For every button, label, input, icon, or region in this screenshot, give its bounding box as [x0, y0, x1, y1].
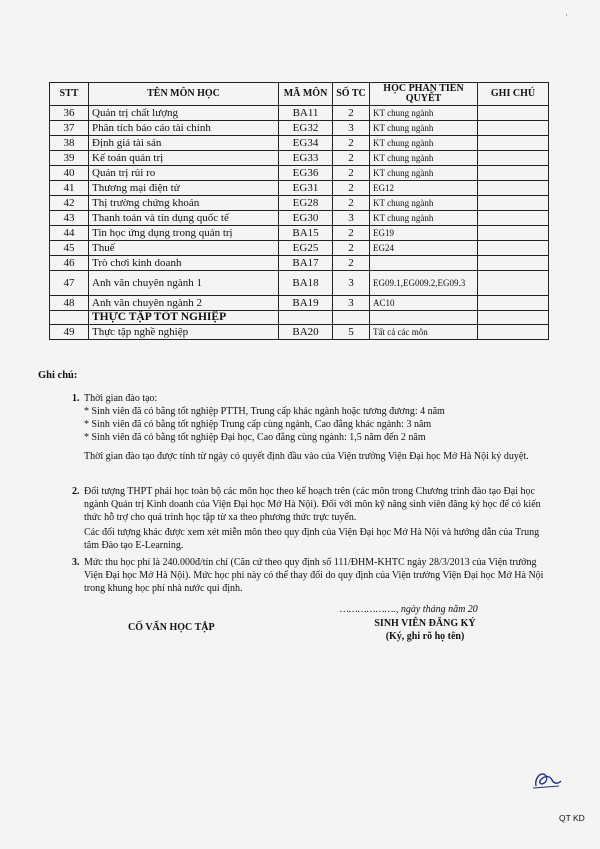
cell-stt: 39: [50, 151, 89, 166]
cell-credits: 3: [333, 211, 370, 226]
cell-credits: 2: [333, 166, 370, 181]
student-signature-hint: (Ký, ghi rõ họ tên): [385, 631, 465, 642]
cell-prereq: [370, 311, 478, 325]
cell-code: EG31: [279, 181, 333, 196]
cell-credits: 3: [333, 296, 370, 311]
table-row: [50, 166, 549, 181]
header-note: GHI CHÚ: [478, 83, 549, 106]
cell-prereq: AC10: [370, 296, 478, 311]
cell-stt: 46: [50, 256, 89, 271]
student-signature-block: [370, 617, 480, 643]
table-row: [50, 196, 549, 211]
cell-prereq: KT chung ngành: [370, 211, 478, 226]
cell-prereq: KT chung ngành: [370, 121, 478, 136]
table-row: [50, 256, 549, 271]
cell-name: Thị trường chứng khoán: [89, 196, 279, 211]
cell-name: Phân tích báo cáo tài chính: [89, 121, 279, 136]
cell-name: Thuế: [89, 241, 279, 256]
cell-name: Trò chơi kinh doanh: [89, 256, 279, 271]
cell-prereq: KT chung ngành: [370, 136, 478, 151]
cell-credits: 2: [333, 226, 370, 241]
cell-prereq: KT chung ngành: [370, 151, 478, 166]
cell-code: BA19: [279, 296, 333, 311]
cell-credits: 3: [333, 271, 370, 296]
header-credits: SỐ TC: [333, 83, 370, 106]
cell-prereq: [370, 256, 478, 271]
table-row: [50, 121, 549, 136]
table-row: [50, 136, 549, 151]
cell-name: Anh văn chuyên ngành 1: [89, 271, 279, 296]
subjects-table: [49, 82, 549, 340]
cell-stt: 49: [50, 325, 89, 340]
cell-stt: 45: [50, 241, 89, 256]
cell-note: [478, 241, 549, 256]
cell-note: [478, 136, 549, 151]
cell-code: BA15: [279, 226, 333, 241]
note-2-paragraph-2: Các đối tượng khác được xem xét miễn môn theo quy định của Viện Đại học Mở Hà Nội và hướng dẫn của Trung tâm Đào tạo E-Learning.: [84, 527, 540, 551]
section-label: THỰC TẬP TỐT NGHIỆP: [89, 311, 279, 325]
cell-stt: 40: [50, 166, 89, 181]
cell-note: [478, 121, 549, 136]
cell-code: EG32: [279, 121, 333, 136]
cell-code: EG33: [279, 151, 333, 166]
table-row: [50, 271, 549, 296]
table-row: [50, 106, 549, 121]
cell-code: [279, 311, 333, 325]
table-row: [50, 181, 549, 196]
note-1-tail: Thời gian đào tạo được tính từ ngày có quyết định đầu vào của Viện trưởng Viện Đại học Mở Hà Nội ký duyệt.: [84, 451, 529, 462]
cell-credits: 2: [333, 196, 370, 211]
cell-stt: [50, 311, 89, 325]
cell-name: Quản trị rủi ro: [89, 166, 279, 181]
cell-credits: 2: [333, 256, 370, 271]
cell-credits: [333, 311, 370, 325]
cell-stt: 38: [50, 136, 89, 151]
cell-note: [478, 311, 549, 325]
cell-name: Anh văn chuyên ngành 2: [89, 296, 279, 311]
cell-credits: 3: [333, 121, 370, 136]
cell-note: [478, 181, 549, 196]
cell-stt: 42: [50, 196, 89, 211]
cell-stt: 41: [50, 181, 89, 196]
table-header-row: [50, 83, 549, 106]
cell-code: BA18: [279, 271, 333, 296]
cell-name: Quản trị chất lượng: [89, 106, 279, 121]
header-subject-code: MÃ MÔN: [279, 83, 333, 106]
cell-note: [478, 151, 549, 166]
table-row: [50, 151, 549, 166]
cell-name: Thanh toán và tín dụng quốc tế: [89, 211, 279, 226]
cell-prereq: KT chung ngành: [370, 196, 478, 211]
note-1-number: 1.: [72, 393, 80, 404]
cell-stt: 47: [50, 271, 89, 296]
cell-note: [478, 325, 549, 340]
header-subject-name: TÊN MÔN HỌC: [89, 83, 279, 106]
table-row: [50, 226, 549, 241]
cell-credits: 2: [333, 241, 370, 256]
corner-mark: ·: [565, 10, 568, 20]
cell-stt: 48: [50, 296, 89, 311]
header-stt: STT: [50, 83, 89, 106]
cell-code: BA11: [279, 106, 333, 121]
cell-credits: 2: [333, 181, 370, 196]
cell-name: Thương mại điện tử: [89, 181, 279, 196]
cell-code: BA20: [279, 325, 333, 340]
initials-signature-mark: [530, 766, 564, 792]
cell-credits: 2: [333, 136, 370, 151]
student-signature-label: SINH VIÊN ĐĂNG KÝ: [374, 618, 476, 629]
note-1-lead: Thời gian đào tạo:: [84, 393, 158, 404]
cell-stt: 43: [50, 211, 89, 226]
note-1-bullet-3: * Sinh viên đã có bằng tốt nghiệp Đại học, Cao đẳng cùng ngành: 1,5 năm đến 2 năm: [84, 432, 426, 443]
cell-prereq: EG24: [370, 241, 478, 256]
cell-stt: 37: [50, 121, 89, 136]
header-prerequisite: HỌC PHẦN TIÊN QUYẾT: [370, 83, 478, 106]
cell-prereq: KT chung ngành: [370, 106, 478, 121]
cell-prereq: Tất cả các môn: [370, 325, 478, 340]
cell-note: [478, 196, 549, 211]
note-2-paragraph-1: Đối tượng THPT phải học toàn bộ các môn học theo kế hoạch trên (các môn trong Chương trình đào tạo Đại học ngành Quản trị Kinh doanh của Viện Đại học Mở Hà Nội). Đối với môn kỹ năng sinh viên đăng ký học để có kiến thức hỗ trợ cho quá trình học tập từ xa theo phương thức trực tuyến.: [84, 486, 541, 523]
section-row: [50, 311, 549, 325]
cell-prereq: EG19: [370, 226, 478, 241]
cell-name: Định giá tài sản: [89, 136, 279, 151]
cell-name: Thực tập nghề nghiệp: [89, 325, 279, 340]
note-2-number: 2.: [72, 486, 80, 497]
cell-code: EG30: [279, 211, 333, 226]
cell-code: EG28: [279, 196, 333, 211]
date-line: ………………., ngày tháng năm 20: [340, 604, 478, 615]
cell-name: Kế toán quản trị: [89, 151, 279, 166]
table-row: [50, 296, 549, 311]
table-row: [50, 241, 549, 256]
cell-code: EG25: [279, 241, 333, 256]
note-3: [72, 556, 552, 595]
cell-credits: 5: [333, 325, 370, 340]
note-2: [72, 485, 552, 552]
cell-prereq: EG12: [370, 181, 478, 196]
cell-credits: 2: [333, 106, 370, 121]
cell-prereq: EG09.1,EG009.2,EG09.3: [370, 271, 478, 296]
cell-code: EG34: [279, 136, 333, 151]
cell-prereq: KT chung ngành: [370, 166, 478, 181]
cell-note: [478, 271, 549, 296]
cell-name: Tin học ứng dụng trong quản trị: [89, 226, 279, 241]
cell-note: [478, 296, 549, 311]
cell-note: [478, 106, 549, 121]
cell-note: [478, 166, 549, 181]
note-3-number: 3.: [72, 557, 80, 568]
note-1-bullet-1: * Sinh viên đã có bằng tốt nghiệp PTTH, Trung cấp khác ngành hoặc tương đương: 4 năm: [84, 406, 445, 417]
footer-code: QT KD: [559, 813, 585, 823]
cell-stt: 44: [50, 226, 89, 241]
notes-title: Ghi chú:: [38, 370, 78, 381]
cell-credits: 2: [333, 151, 370, 166]
cell-note: [478, 211, 549, 226]
cell-note: [478, 256, 549, 271]
cell-code: EG36: [279, 166, 333, 181]
advisor-signature-label: CỐ VẤN HỌC TẬP: [128, 622, 215, 633]
table-row: [50, 325, 549, 340]
cell-code: BA17: [279, 256, 333, 271]
note-1-bullet-2: * Sinh viên đã có bằng tốt nghiệp Trung cấp cùng ngành, Cao đẳng khác ngành: 3 năm: [84, 419, 432, 430]
cell-stt: 36: [50, 106, 89, 121]
cell-note: [478, 226, 549, 241]
note-1: [72, 392, 552, 463]
table-row: [50, 211, 549, 226]
note-3-paragraph-1: Mức thu học phí là 240.000đ/tín chỉ (Căn cứ theo quy định số 111/ĐHM-KHTC ngày 28/3/2013 của Viện trưởng Viện Đại học Mở Hà Nội). Mức học phí này có thể thay đổi do quy định của Viện trưởng Viện Đại học Mở Hà Nội trong khung học phí nhà nước qui định.: [84, 557, 544, 594]
